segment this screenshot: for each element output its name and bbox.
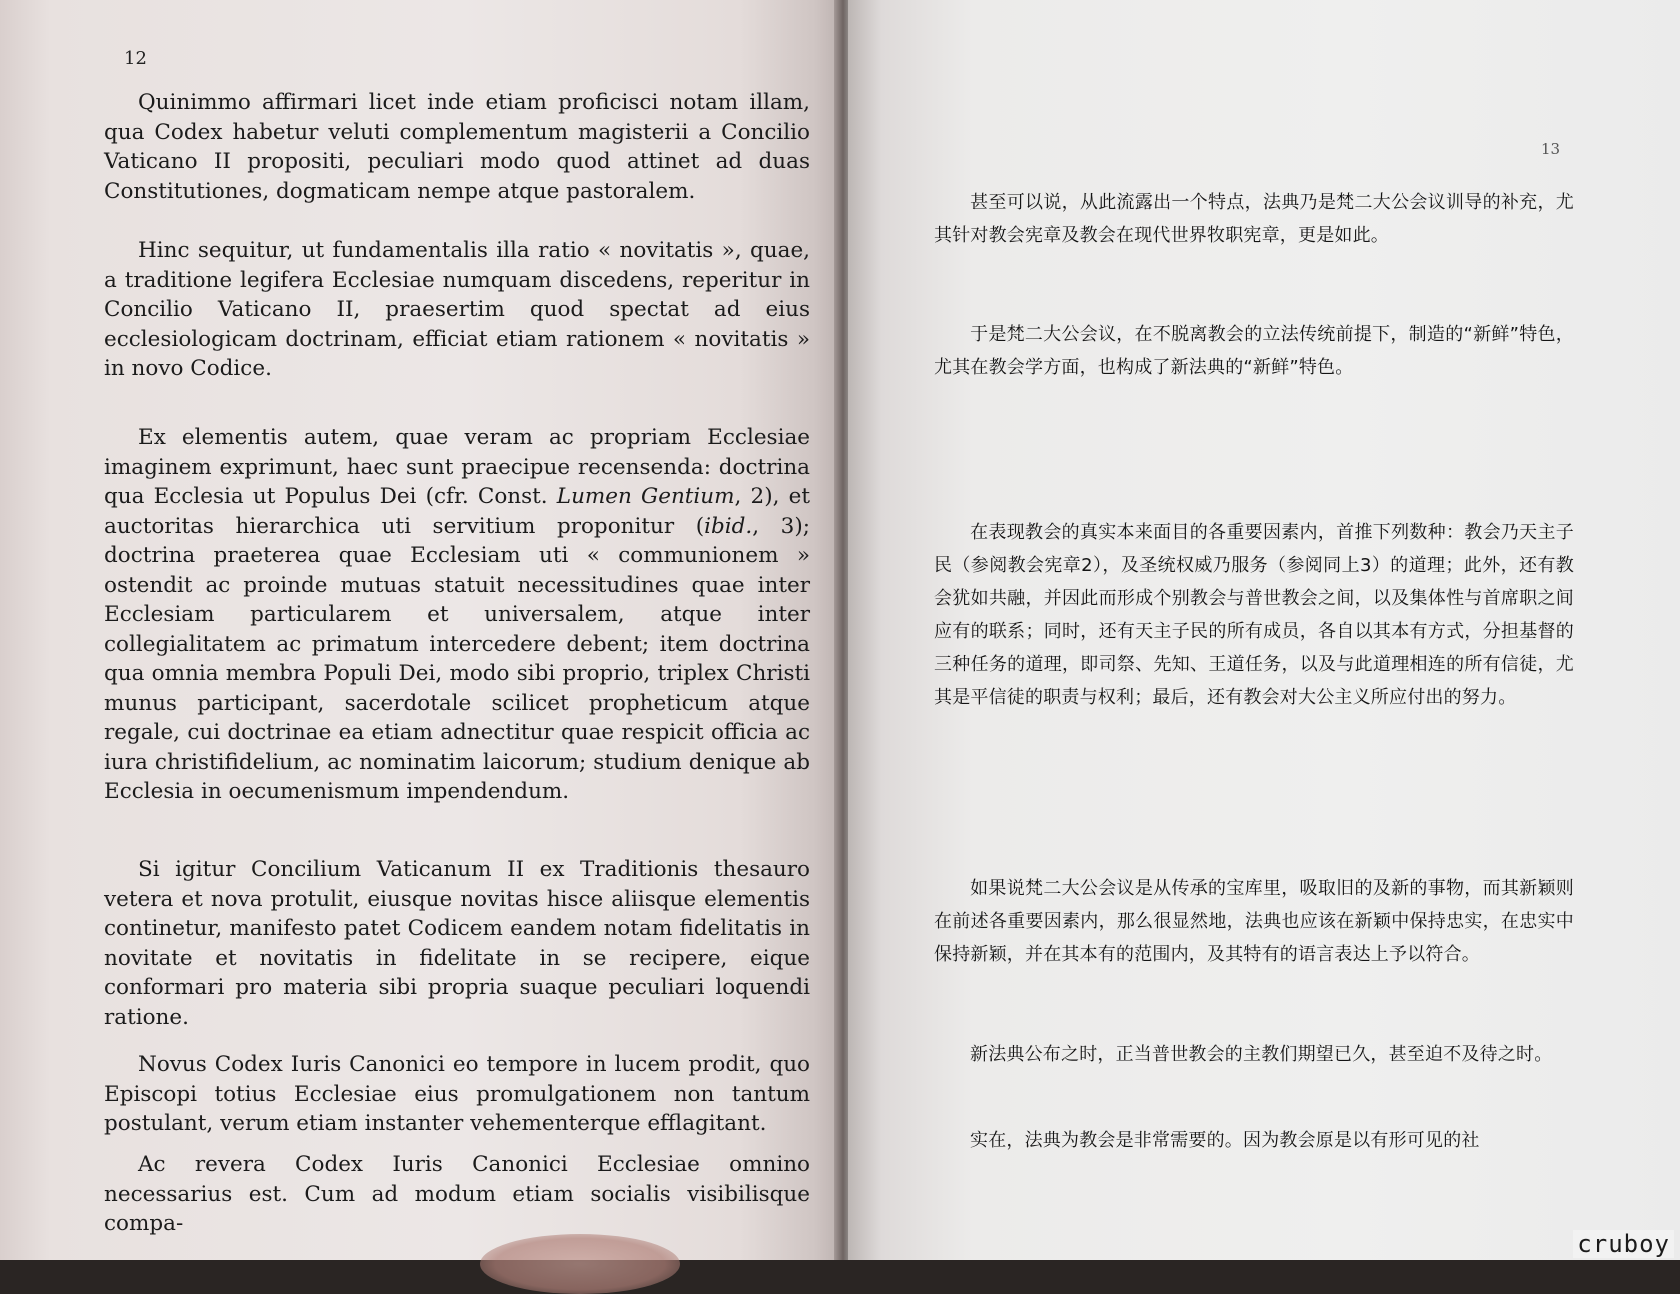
latin-paragraph-4-text: Si igitur Concilium Vaticanum II ex Traditionis thesauro vetera et nova protulit, eiusque novitas hisce aliisque elementis continetur, manifesto patet Codicem eandem notam fidelitatis in novitate et novitatis in fidelitate in se recipere, eique conformari pro materia sibi propria suaque peculiari loquendi ratione. [104,857,810,1030]
watermark: cruboy [1573,1230,1674,1258]
chinese-paragraph-1 [934,186,1574,252]
latin-paragraph-2-text: Hinc sequitur, ut fundamentalis illa ratio « novitatis », quae, a traditione legifera Ecclesiae numquam discedens, reperitur in Concilio Vaticano II, praesertim quod spectat ad eius ecclesiologicam doctrinam, efficiat etiam rationem « novitatis » in novo Codice. [104,238,810,381]
chinese-paragraph-6-text: 实在，法典为教会是非常需要的。因为教会原是以有形可见的社 [970,1130,1480,1151]
latin-paragraph-2 [104,236,810,384]
chinese-paragraph-3 [934,516,1574,714]
latin-paragraph-6 [104,1150,810,1239]
chinese-paragraph-2-text: 于是梵二大公会议，在不脱离教会的立法传统前提下，制造的“新鲜”特色，尤其在教会学方面，也构成了新法典的“新鲜”特色。 [934,324,1574,378]
latin-paragraph-1 [104,88,810,206]
latin-citation-ibid: ibid. [704,513,753,539]
chinese-paragraph-4-text: 如果说梵二大公会议是从传承的宝库里，吸取旧的及新的事物，而其新颖则在前述各重要因素内，那么很显然地，法典也应该在新颖中保持忠实，在忠实中保持新颖，并在其本有的范围内，及其特有的语言表达上予以符合。 [934,878,1574,965]
chinese-paragraph-5 [934,1038,1574,1071]
latin-paragraph-1-text: Quinimmo affirmari licet inde etiam proficisci notam illam, qua Codex habetur veluti complementum magisterii a Concilio Vaticano II propositi, peculiari modo quod attinet ad duas Constitutiones, dogmaticam nempe atque pastoralem. [104,90,810,204]
page-number-left: 12 [124,48,147,69]
finger-shadow [480,1234,680,1294]
chinese-paragraph-1-text: 甚至可以说，从此流露出一个特点，法典乃是梵二大公会议训导的补充，尤其针对教会宪章及教会在现代世界牧职宪章，更是如此。 [934,192,1574,246]
latin-citation-lumen-gentium: Lumen Gentium [556,484,735,509]
latin-paragraph-3-part2: , 2), et auctoritas hierarchica uti servitium proponitur ( [104,484,810,539]
chinese-paragraph-2 [934,318,1574,384]
latin-paragraph-3-part3: , 3); doctrina praeterea quae Ecclesiam uti « communionem » ostendit ac proinde mutuas statuit necessitudines quae inter Ecclesiam particularem et universalem, atque inter collegialitatem ac primatum intercedere debent; item doctrina qua omnia membra Populi Dei, modo sibi proprio, triplex Christi munus participant, sacerdotale scilicet propheticum atque regale, cui doctrinae ea etiam adnectitur quae respicit officia ac iura christifidelium, ac nominatim laicorum; studium denique ab Ecclesia in oecumenismum impendendum. [104,513,810,804]
chinese-paragraph-3-text: 在表现教会的真实本来面目的各重要因素内，首推下列数种：教会乃天主子民（参阅教会宪章2），及圣统权威乃服务（参阅同上3）的道理；此外，还有教会犹如共融，并因此而形成个别教会与普世教会之间，以及集体性与首席职之间应有的联系；同时，还有天主子民的所有成员，各自以其本有方式，分担基督的三种任务的道理，即司祭、先知、王道任务，以及与此道理相连的所有信徒，尤其是平信徒的职责与权利；最后，还有教会对大公主义所应付出的努力。 [934,522,1574,708]
latin-paragraph-3 [104,423,810,807]
latin-paragraph-5-text: Novus Codex Iuris Canonici eo tempore in lucem prodit, quo Episcopi totius Ecclesiae eius promulgationem non tantum postulant, verum etiam instanter vehementerque efflagitant. [104,1052,810,1136]
latin-paragraph-3-part1: Ex elementis autem, quae veram ac propriam Ecclesiae imaginem exprimunt, haec sunt praecipue recensenda: doctrina qua Ecclesia ut Populus Dei (cfr. Const. [104,425,810,509]
latin-paragraph-6-text: Ac revera Codex Iuris Canonici Ecclesiae omnino necessarius est. Cum ad modum etiam socialis visibilisque compa- [104,1152,810,1236]
chinese-paragraph-6 [934,1124,1574,1157]
chinese-paragraph-4 [934,872,1574,971]
latin-paragraph-4 [104,855,810,1032]
chinese-paragraph-5-text: 新法典公布之时，正当普世教会的主教们期望已久，甚至迫不及待之时。 [970,1044,1553,1065]
page-number-right: 13 [1541,140,1561,158]
latin-paragraph-5 [104,1050,810,1139]
left-page [0,0,840,1260]
